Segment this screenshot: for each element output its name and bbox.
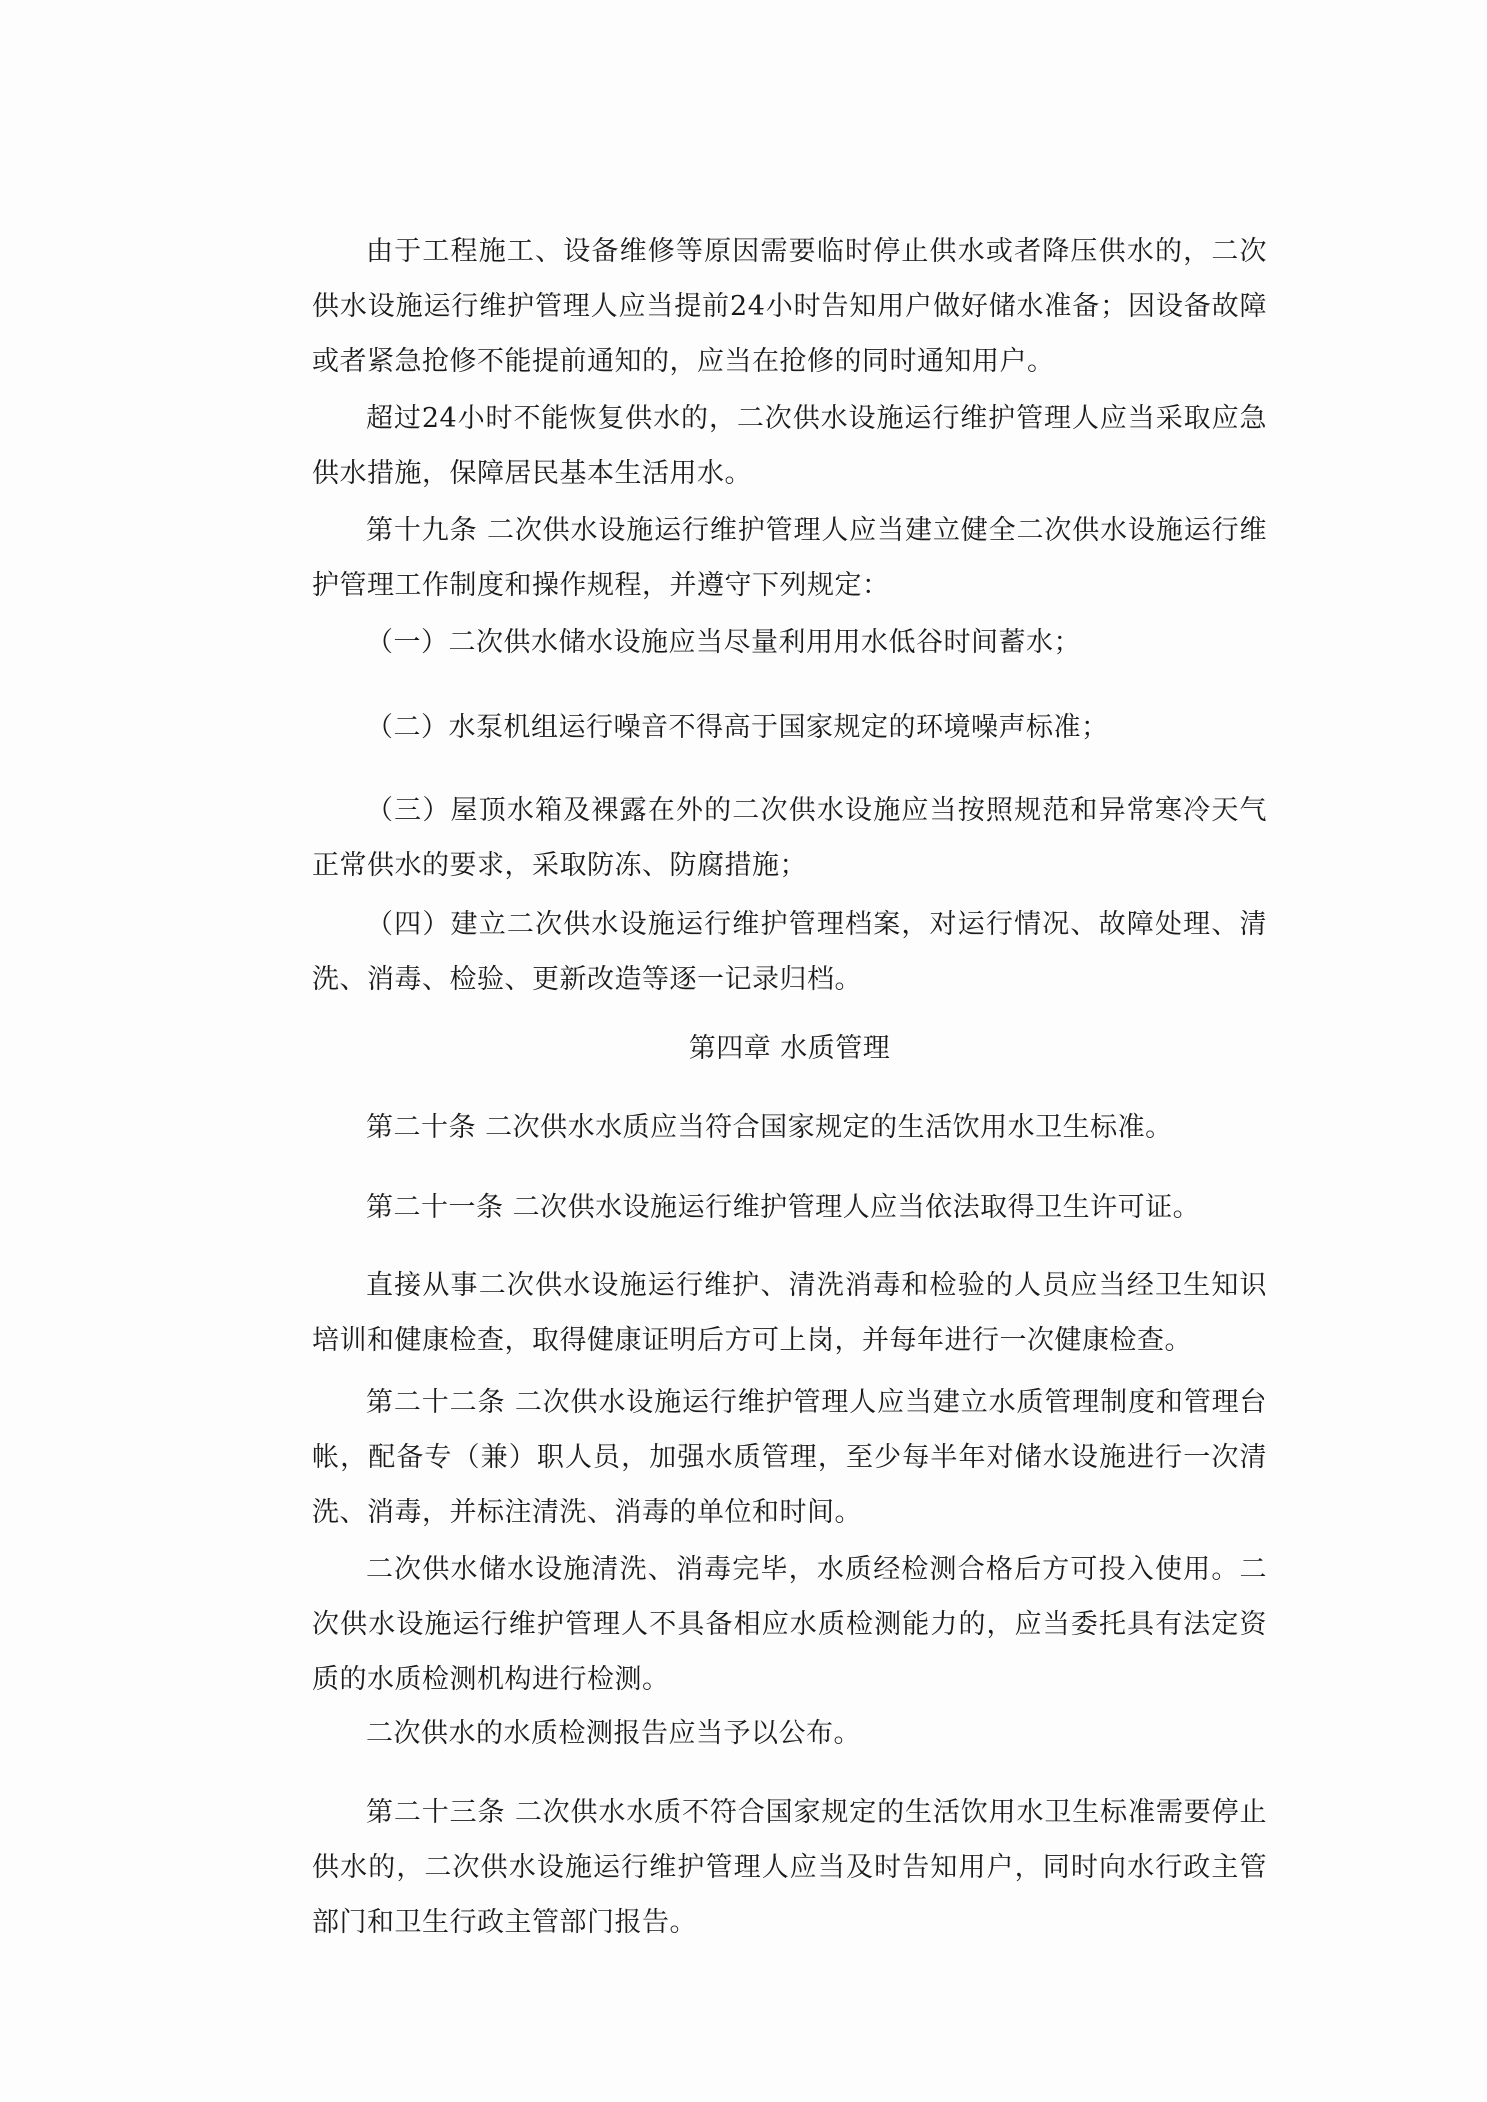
paragraph-emergency-supply: 超过24小时不能恢复供水的，二次供水设施运行维护管理人应当采取应急供水措施，保障居民基本生活用水。 [312,403,1267,489]
paragraph-temporary-stop-notice: 由于工程施工、设备维修等原因需要临时停止供水或者降压供水的，二次供水设施运行维护管理人应当提前24小时告知用户做好储水准备；因设备故障或者紧急抢修不能提前通知的，应当在抢修的同时通知用户。 [312,236,1267,377]
paragraph-health-check: 直接从事二次供水设施运行维护、清洗消毒和检验的人员应当经卫生知识培训和健康检查，取得健康证明后方可上岗，并每年进行一次健康检查。 [312,1270,1267,1356]
paragraph-article-23: 第二十三条 二次供水水质不符合国家规定的生活饮用水卫生标准需要停止供水的，二次供水设施运行维护管理人应当及时告知用户，同时向水行政主管部门和卫生行政主管部门报告。 [312,1797,1267,1938]
paragraph-article-21: 第二十一条 二次供水设施运行维护管理人应当依法取得卫生许可证。 [366,1192,1201,1223]
chapter-heading: 第四章 水质管理 [688,1033,891,1064]
paragraph-article-22: 第二十二条 二次供水设施运行维护管理人应当建立水质管理制度和管理台帐，配备专（兼）职人员，加强水质管理，至少每半年对储水设施进行一次清洗、消毒，并标注清洗、消毒的单位和时间。 [312,1387,1267,1528]
paragraph-article-19: 第十九条 二次供水设施运行维护管理人应当建立健全二次供水设施运行维护管理工作制度和操作规程，并遵守下列规定： [312,515,1267,601]
paragraph-item-1: （一）二次供水储水设施应当尽量利用用水低谷时间蓄水； [366,627,1081,658]
paragraph-report-publish: 二次供水的水质检测报告应当予以公布。 [366,1718,861,1749]
paragraph-article-20: 第二十条 二次供水水质应当符合国家规定的生活饮用水卫生标准。 [366,1112,1173,1143]
paragraph-testing: 二次供水储水设施清洗、消毒完毕，水质经检测合格后方可投入使用。二次供水设施运行维护管理人不具备相应水质检测能力的，应当委托具有法定资质的水质检测机构进行检测。 [312,1554,1267,1695]
paragraph-item-3: （三）屋顶水箱及裸露在外的二次供水设施应当按照规范和异常寒冷天气正常供水的要求，采取防冻、防腐措施； [312,795,1267,881]
paragraph-item-4: （四）建立二次供水设施运行维护管理档案，对运行情况、故障处理、清洗、消毒、检验、更新改造等逐一记录归档。 [312,909,1267,995]
paragraph-item-2: （二）水泵机组运行噪音不得高于国家规定的环境噪声标准； [366,712,1109,743]
